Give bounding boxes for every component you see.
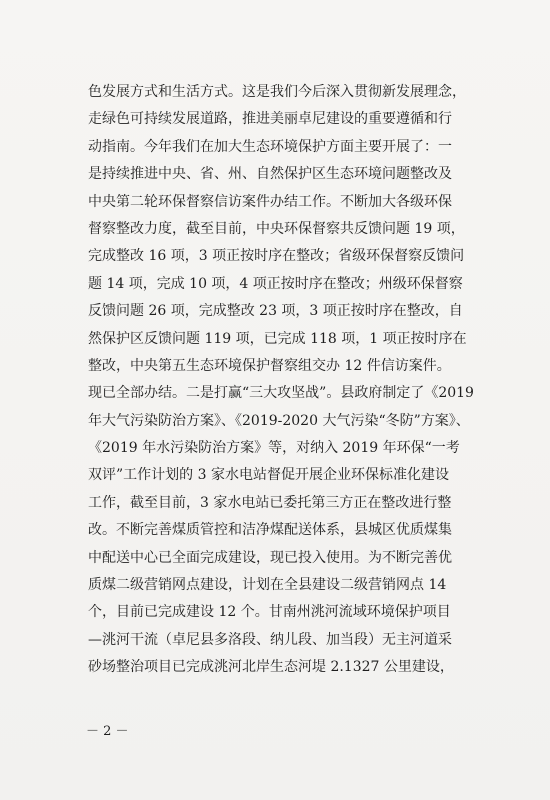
text-line: 督察整改力度，截至目前，中央环保督察共反馈问题 19 项， [88,220,465,237]
body-text [88,79,472,682]
text-line: 质煤二级营销网点建设，计划在全县建设二级营销网点 14 [88,577,447,594]
text-line: 色发展方式和生活方式。这是我们今后深入贯彻新发展理念， [88,84,466,100]
text-line: 动指南。今年我们在加大生态环境保护方面主要开展了：一 [88,138,452,155]
text-line: 完成整改 16 项，3 项正按时序在整改；省级环保督察反馈问 [88,248,465,265]
text-line: 中配送中心已全面完成建设，现已投入使用。为不断完善优 [88,549,452,566]
page-number: － 2 － [86,724,129,739]
text-line: 年大气污染防治方案》、《2019-2020 大气污染“冬防”方案》、 [88,412,470,429]
text-line: 个，目前已完成建设 12 个。甘南州洮河流域环境保护项目 [88,604,451,621]
text-line: 反馈问题 26 项，完成整改 23 项，3 项正按时序在整改，自 [88,303,463,320]
text-line: 工作，截至目前，3 家水电站已委托第三方正在整改进行整 [88,494,452,511]
text-line: 是持续推进中央、省、州、自然保护区生态环境问题整改及 [88,166,452,183]
text-line: 改。不断完善煤质管控和洁净煤配送体系，县城区优质煤集 [88,522,452,539]
text-line: —洮河干流（卓尼县多洛段、纳儿段、加当段）无主河道采 [88,631,452,648]
text-line: 走绿色可持续发展道路，推进美丽卓尼建设的重要遵循和行 [88,111,452,128]
text-line: 中央第二轮环保督察信访案件办结工作。不断加大各级环保 [88,193,452,210]
text-line: 整改，中央第五生态环境保护督察组交办 12 件信访案件。 [88,357,451,374]
text-line: 双评”工作计划的 3 家水电站督促开展企业环保标准化建设 [88,467,449,484]
text-line: 现已全部办结。二是打赢“三大攻坚战”。县政府制定了《2019 [88,385,474,402]
text-line: 题 14 项，完成 10 项，4 项正按时序在整改；州级环保督察 [88,275,463,292]
text-line: 《2019 年水污染防治方案》等，对纳入 2019 年环保“一考 [88,440,460,457]
text-line: 然保护区反馈问题 119 项，已完成 118 项，1 项正按时序在 [88,330,467,347]
text-line: 砂场整治项目已完成洮河北岸生态河堤 2.1327 公里建设， [88,659,454,676]
